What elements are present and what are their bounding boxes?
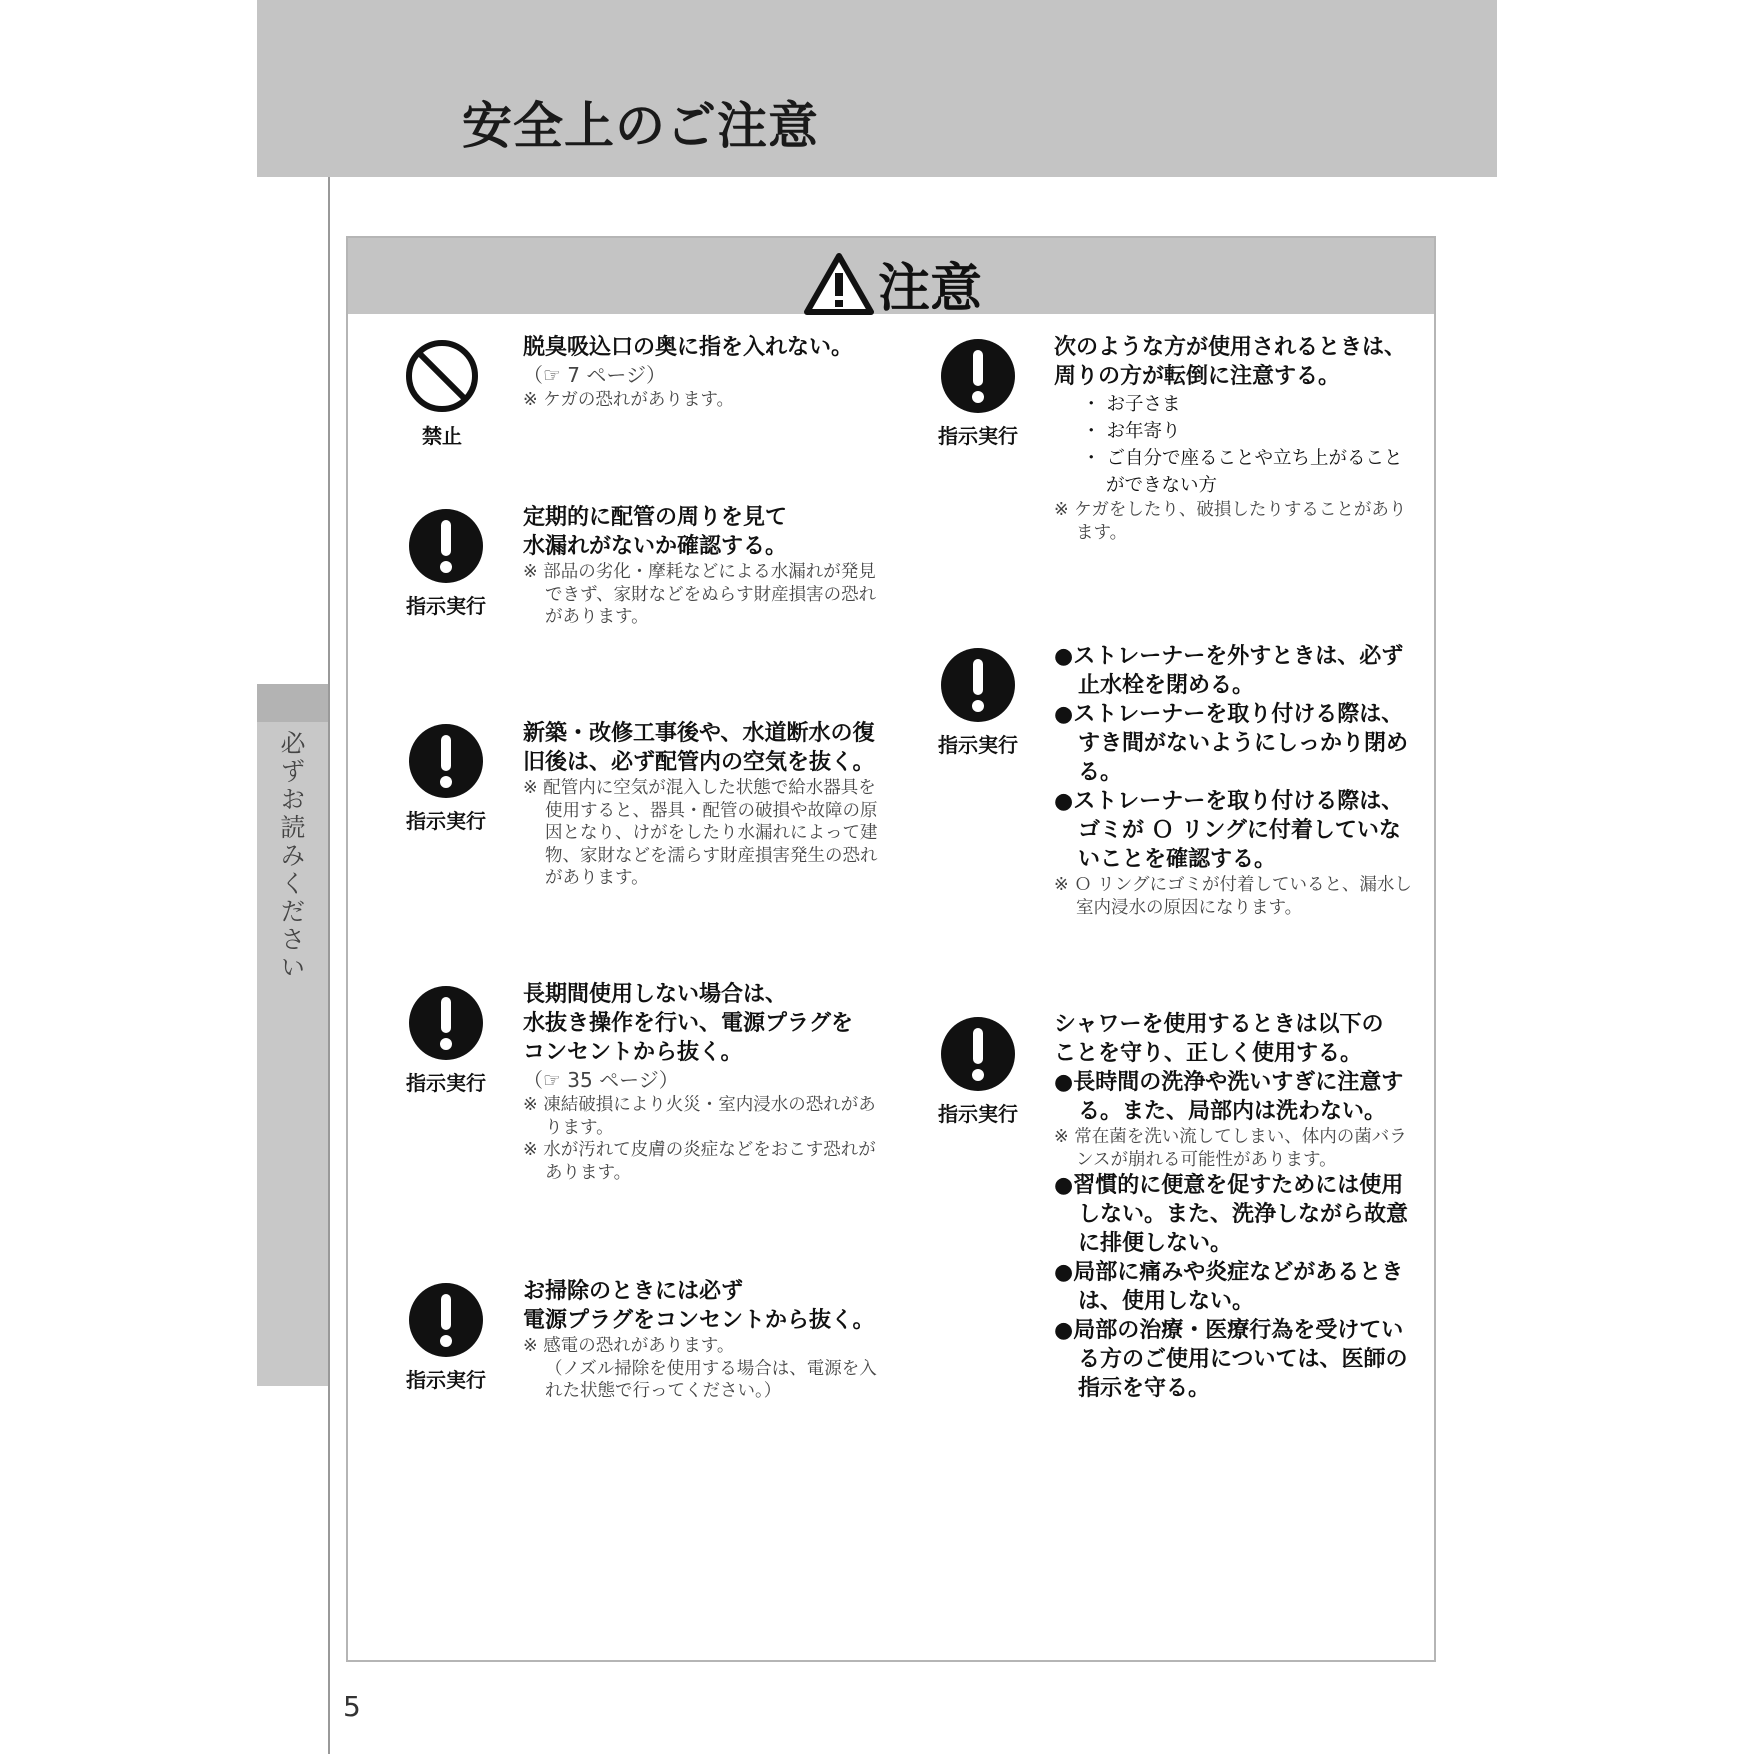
page-number: 5 xyxy=(343,1690,361,1723)
prohibit-label: 禁止 xyxy=(422,424,462,448)
item-4-page-ref: （☞ 35 ページ） xyxy=(523,1068,679,1092)
instruct-symbol-7 xyxy=(928,647,1028,758)
caution-title xyxy=(804,246,982,321)
item-2-note: ※ 部品の劣化・摩耗などによる水漏れが発見できず、家財などをぬらす財産損害の恐れがあります。 xyxy=(523,562,877,627)
page-title: 安全上のご注意 xyxy=(462,97,819,155)
item-3-lead-line-2: 旧後は、必ず配管内の空気を抜く。 xyxy=(523,750,875,775)
side-tab-label: 必ずお読みください xyxy=(277,730,306,982)
mandatory-icon xyxy=(408,723,484,799)
item-1-lead: 脱臭吸込口の奥に指を入れない。 xyxy=(523,335,854,360)
item-6-sub-2: ・ お年寄り xyxy=(1082,421,1181,442)
warning-triangle-icon xyxy=(804,253,874,315)
mandatory-icon xyxy=(940,1016,1016,1092)
prohibit-symbol xyxy=(392,338,492,449)
instruct-symbol-4 xyxy=(396,985,496,1096)
instruct-label: 指示実行 xyxy=(406,1368,486,1392)
instruct-symbol-8 xyxy=(928,1016,1028,1127)
item-2-lead-line-2: 水漏れがないか確認する。 xyxy=(523,534,788,559)
caution-item-8 xyxy=(1054,1010,1414,1403)
item-5-lead-line-1: お掃除のときには必ず xyxy=(523,1279,744,1304)
mandatory-icon xyxy=(408,1282,484,1358)
caution-item-4 xyxy=(523,980,883,1184)
caution-item-6 xyxy=(1054,333,1414,544)
item-6-sub-1: ・ お子さま xyxy=(1082,394,1181,415)
item-8-lead-line-1: シャワーを使用するときは以下の xyxy=(1054,1012,1384,1037)
instruct-symbol-5 xyxy=(396,1282,496,1393)
side-tab-header xyxy=(257,684,328,722)
item-4-lead-line-3: コンセントから抜く。 xyxy=(523,1040,743,1065)
item-6-lead-line-1: 次のような方が使用されるときは、 xyxy=(1054,335,1407,360)
item-7-note: ※ Ｏ リングにゴミが付着していると、漏水し室内浸水の原因になります。 xyxy=(1054,875,1412,918)
caution-item-7 xyxy=(1054,642,1414,919)
item-2-lead-line-1: 定期的に配管の周りを見て xyxy=(523,505,788,530)
item-7-bullet-3: ●ストレーナーを取り付ける際は、ゴミが Ｏ リングに付着していないことを確認する。 xyxy=(1054,789,1404,872)
instruct-label: 指示実行 xyxy=(938,1102,1018,1126)
caution-title-text: 注意 xyxy=(878,259,983,319)
item-8-bullet-3: ●局部に痛みや炎症などがあるときは、使用しない。 xyxy=(1054,1260,1404,1314)
instruct-label: 指示実行 xyxy=(406,809,486,833)
item-4-lead-line-1: 長期間使用しない場合は、 xyxy=(523,982,788,1007)
instruct-symbol-2 xyxy=(396,508,496,619)
item-8-bullet-2: ●習慣的に便意を促すためには使用しない。また、洗浄しながら故意に排便しない。 xyxy=(1054,1173,1409,1256)
item-1-page-ref: （☞ 7 ページ） xyxy=(523,363,666,387)
item-3-lead-line-1: 新築・改修工事後や、水道断水の復 xyxy=(523,721,875,746)
item-5-note-1: ※ 感電の恐れがあります。 xyxy=(523,1336,735,1356)
side-tab xyxy=(257,684,328,1386)
instruct-label: 指示実行 xyxy=(938,733,1018,757)
item-7-bullet-1: ●ストレーナーを外すときは、必ず止水栓を閉める。 xyxy=(1054,644,1404,698)
instruct-symbol-3 xyxy=(396,723,496,834)
caution-item-2 xyxy=(523,503,883,629)
caution-item-5 xyxy=(523,1277,883,1403)
instruct-symbol-6 xyxy=(928,338,1028,449)
item-1-note: ※ ケガの恐れがあります。 xyxy=(523,390,734,410)
item-8-bullet-1: ●長時間の洗浄や洗いすぎに注意する。また、局部内は洗わない。 xyxy=(1054,1070,1404,1124)
prohibited-icon xyxy=(404,338,480,414)
item-4-lead-line-2: 水抜き操作を行い、電源プラグを xyxy=(523,1011,854,1036)
item-4-note-1: ※ 凍結破損により火災・室内浸水の恐れがあります。 xyxy=(523,1095,876,1138)
item-8-note: ※ 常在菌を洗い流してしまい、体内の菌バランスが崩れる可能性があります。 xyxy=(1054,1127,1407,1170)
mandatory-icon xyxy=(408,508,484,584)
item-6-note: ※ ケガをしたり、破損したりすることがあります。 xyxy=(1054,500,1407,543)
header-band xyxy=(257,0,1497,177)
instruct-label: 指示実行 xyxy=(406,1071,486,1095)
caution-header xyxy=(348,238,1434,319)
item-5-lead-line-2: 電源プラグをコンセントから抜く。 xyxy=(523,1308,875,1333)
margin-rule xyxy=(328,177,330,1754)
mandatory-icon xyxy=(940,338,1016,414)
caution-item-3 xyxy=(523,719,883,890)
mandatory-icon xyxy=(408,985,484,1061)
item-8-bullet-4: ●局部の治療・医療行為を受けている方のご使用については、医師の指示を守る。 xyxy=(1054,1318,1408,1401)
item-7-bullet-2: ●ストレーナーを取り付ける際は、すき間がないようにしっかり閉める。 xyxy=(1054,702,1409,785)
item-3-note: ※ 配管内に空気が混入した状態で給水器具を使用すると、器具・配管の破損や故障の原因となり、けがをしたり水漏れによって建物、家財などを濡らす財産損害発生の恐れがあります。 xyxy=(523,778,878,888)
caution-item-1 xyxy=(523,333,883,412)
item-6-sub-3: ・ ご自分で座ることや立ち上がることができない方 xyxy=(1082,448,1403,496)
item-6-lead-line-2: 周りの方が転倒に注意する。 xyxy=(1054,364,1341,389)
instruct-label: 指示実行 xyxy=(938,424,1018,448)
mandatory-icon xyxy=(940,647,1016,723)
item-5-note-2: （ノズル掃除を使用する場合は、電源を入れた状態で行ってください。） xyxy=(545,1358,877,1401)
instruct-label: 指示実行 xyxy=(406,594,486,618)
item-8-lead-line-2: ことを守り、正しく使用する。 xyxy=(1054,1041,1363,1066)
item-4-note-2: ※ 水が汚れて皮膚の炎症などをおこす恐れがあります。 xyxy=(523,1140,876,1183)
